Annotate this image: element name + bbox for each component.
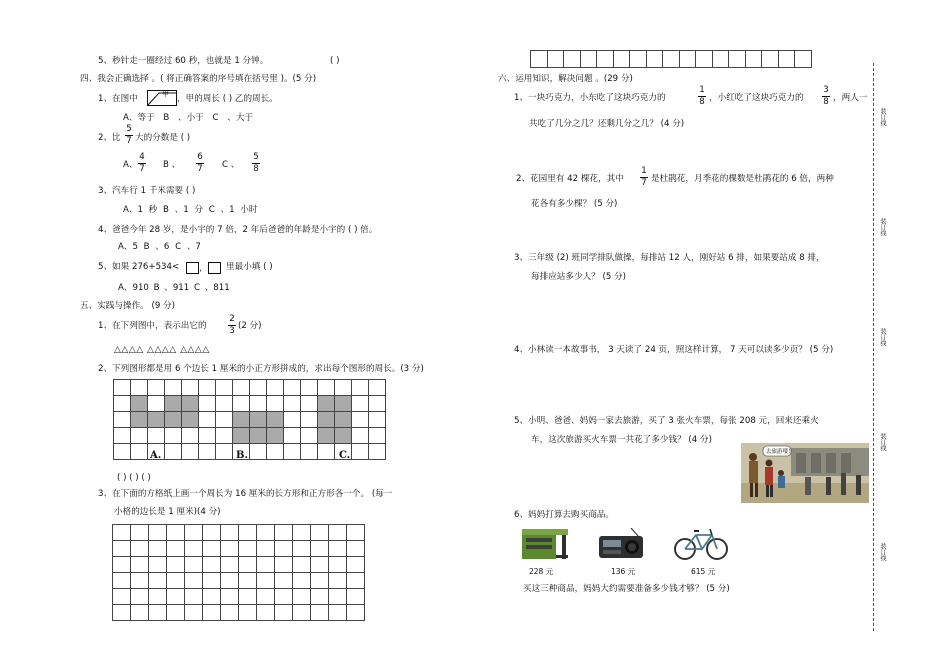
section6-title: 六、运用知识，解决问题 。(29 分) <box>498 74 633 84</box>
s4q4-text: 4、爸爸今年 28 岁，是小宇的 7 倍，2 年后爸爸的年龄是小宇的 ( ) 倍。 <box>98 225 378 235</box>
s5q3-line1: 3、在下面的方格纸上画一个周长为 16 厘米的长方形和正方形各一个。 (每一 <box>98 489 393 499</box>
r2-line2: 花各有多少棵？ (5 分) <box>531 199 618 209</box>
s4q5-box: ， <box>186 262 221 275</box>
binding-label: 装订线 <box>879 108 886 126</box>
s4q4-options: A、5 B 、6 C 、7 <box>118 242 201 252</box>
bicycle-image <box>672 525 730 564</box>
s5q2-text: 2、下列图形都是用 6 个边长 1 厘米的小正方形拼成的，求出每个图形的周长。(3 分) <box>98 364 424 374</box>
s4q2-opt-b: B 、 <box>163 160 181 170</box>
travel-family-image <box>741 443 869 503</box>
fraction-1-8: 1 8 <box>699 85 705 107</box>
r3-line1: 3、三年级 (2) 班同学排队做操，每排站 12 人，刚好站 6 排，如果要站成 8 排， <box>514 253 825 263</box>
desk-image <box>520 527 572 564</box>
s4q2-post: 大的分数是 ( ) <box>135 133 191 143</box>
binding-label: 装订线 <box>879 433 886 451</box>
s4q1-pre: 1、在图中 <box>98 94 138 104</box>
s5q2-answers: ( ) ( ) ( ) <box>117 473 151 483</box>
drawing-grid[interactable] <box>112 524 365 621</box>
s4q5-post: 里最小填 ( ) <box>226 262 273 272</box>
s4q1-post: ，甲的周长 ( ) 乙的周长。 <box>177 94 278 104</box>
s4q2-opt-a: A、 <box>123 160 138 170</box>
fraction-1-7: 1 7 <box>641 166 647 188</box>
speech-bubble: 去旅游喽！ <box>766 449 794 455</box>
binding-label: 装订线 <box>879 218 886 236</box>
r1-line2: 共吃了几分之几？还剩几分之几？ (4 分) <box>529 119 685 129</box>
r1-post: ，两人一 <box>833 93 868 103</box>
r2-post: 是杜鹃花，月季花的棵数是杜鹃花的 6 倍，两种 <box>651 174 834 184</box>
fig-label-jia: 甲 <box>162 90 169 98</box>
price-desk: 228 元 <box>529 567 554 576</box>
price-radio: 136 元 <box>611 567 636 576</box>
shapes-grid <box>113 379 386 460</box>
fraction-3-8: 3 8 <box>823 85 829 107</box>
shape-label-b: B. <box>236 450 248 461</box>
r1-mid: ，小红吃了这块巧克力的 <box>709 93 804 103</box>
s5q1-pre: 1、在下列图中，表示出它的 <box>98 321 207 331</box>
s4q3-options: A、1 秒 B 、1 分 C 、1 小时 <box>123 205 258 215</box>
r2-pre: 2、花园里有 42 棵花，其中 <box>516 174 624 184</box>
shape-label-c: C. <box>339 450 351 461</box>
binding-label: 装订线 <box>879 328 886 346</box>
fraction-4-7: 4 7 <box>139 152 145 174</box>
s5q3-line2: 小格的边长是 1 厘米)(4 分) <box>114 507 221 517</box>
binding-margin <box>873 63 890 631</box>
section5-title: 五、实践与操作。 (9 分) <box>80 301 175 311</box>
fraction-5-7: 5 7 <box>126 124 132 146</box>
price-bicycle: 615 元 <box>691 567 716 576</box>
r3-line2: 每排应站多少人？ (5 分) <box>531 272 626 282</box>
triangle-groups: △△△△ △△△△ △△△△ <box>114 345 210 355</box>
s5q1-post: (2 分) <box>238 321 262 331</box>
r6-question: 买这三种商品，妈妈大约需要准备多少钱才够？ (5 分) <box>523 584 730 594</box>
fraction-5-8: 5 8 <box>253 152 259 174</box>
radio-image <box>597 528 645 563</box>
q5-answer-paren: ( ) <box>330 56 340 66</box>
answer-box-row <box>531 50 812 68</box>
s4q2-opt-c: C 、 <box>222 160 240 170</box>
binding-label: 装订线 <box>879 543 886 561</box>
r5-line1: 5、小明、爸爸、妈妈一家去旅游，买了 3 张火车票，每张 208 元，回来还乘火 <box>514 416 819 426</box>
r4-text: 4、小林读一本故事书， 3 天读了 24 页，照这样计算， 7 天可以读多少页？ (5 分) <box>514 345 834 355</box>
shape-label-a: A. <box>150 450 162 461</box>
s4q2-pre: 2、比 <box>98 133 121 143</box>
s4q5-pre: 5、如果 276+534< <box>98 262 180 272</box>
s4q1-options: A、等于 B 、小于 C 、大于 <box>123 113 254 123</box>
s4q5-options: A、910 B 、911 C 、811 <box>118 283 230 293</box>
r6-title: 6、妈妈打算去购买商品。 <box>514 510 614 520</box>
r1-pre: 1、一块巧克力，小东吃了这块巧克力的 <box>514 93 666 103</box>
section4-title: 四、我会正确选择 。( 将正确答案的序号填在括号里 )。(5 分) <box>80 74 317 84</box>
s4q3-text: 3、汽车行 1 千米需要 ( ) <box>98 186 196 196</box>
q5-statement: 5、秒针走一圈经过 60 秒，也就是 1 分钟。 <box>98 56 269 66</box>
fraction-2-3: 2 3 <box>229 314 235 336</box>
r5-line2: 车，这次旅游买火车票一共花了多少钱？ (4 分) <box>531 435 712 445</box>
fraction-6-7: 6 7 <box>197 152 203 174</box>
